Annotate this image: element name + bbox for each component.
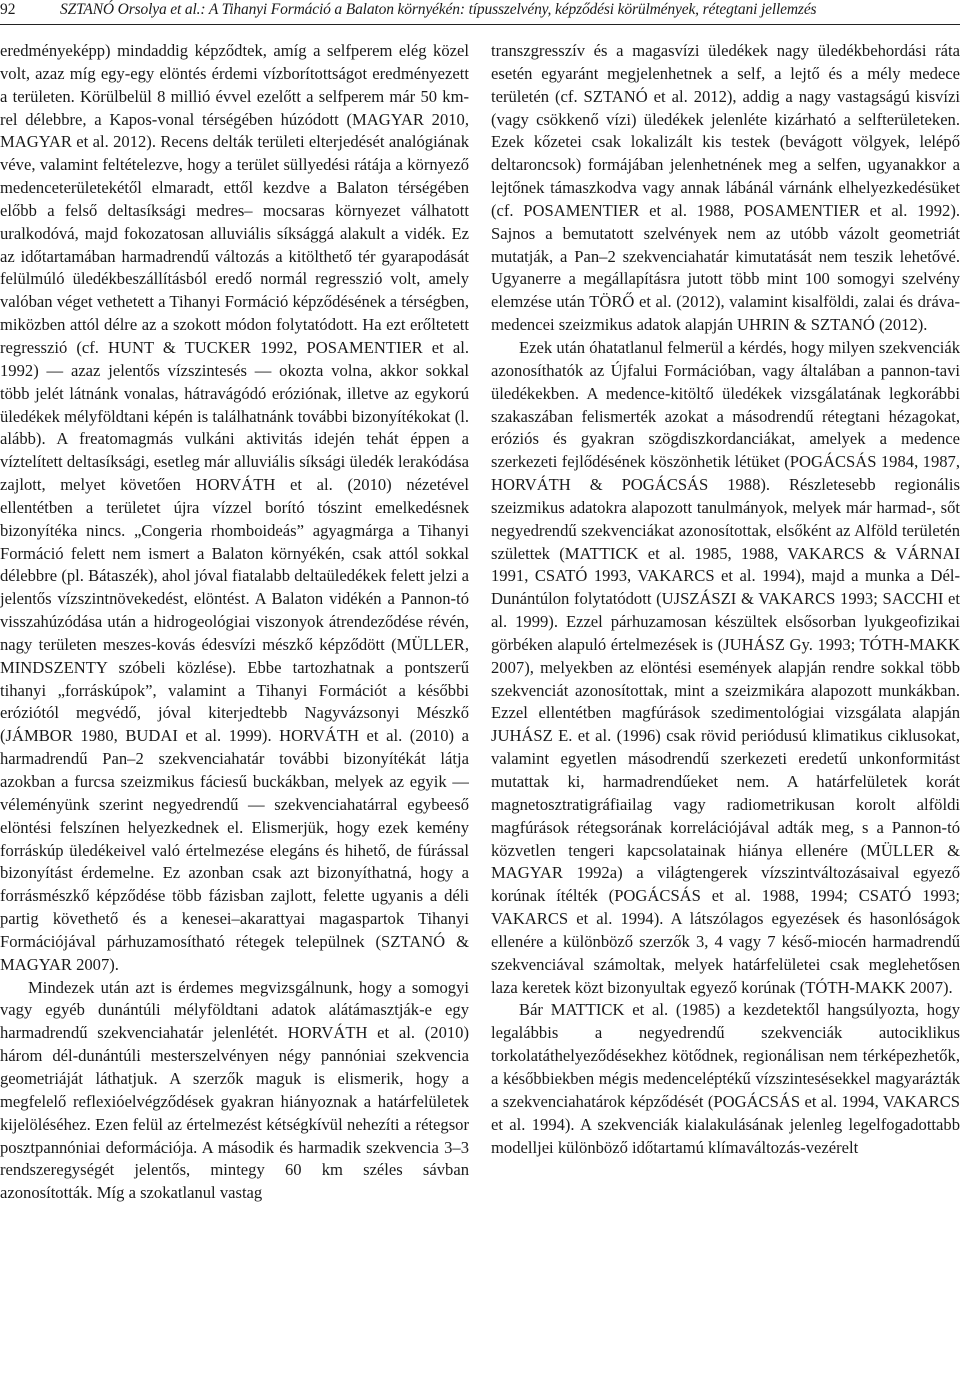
body-paragraph: transzgresszív és a magasvízi üledékek nagy üledékbehordási ráta esetén egyaránt megjelenhetnek a self, a lejtő és a mély medece területén (cf. SZTANÓ et al. 2012), addig a nagy vastagságú kisvízi (vagy csökkenő vízi) üledékek jelenléte kizárható a selfterületeken. Ezek kőzetei csak lokalizált kis testek (bevágott völgyek, lelépő deltaroncsok) formájában jelenhetnének meg a selfen, ugyanakkor a lejtőnek támaszkodva vagy annak lábánál várnánk elhelyezkedésüket (cf. POSAMENTIER et al. 1988, POSAMENTIER et al. 1992). Sajnos a bemutatott szelvények nem az utóbb vázolt geometriát mutatják, a Pan–2 szekvenciahatár kimutatását nem teszik lehetővé. Ugyanerre a megállapításra jutott több mint 100 somogyi szelvény elemzése után TÖRŐ et al. (2012), valamint kisalföldi, zalai és dráva-medencei szeizmikus adatok alapján UHRIN & SZTANÓ (2012). bbox=[491, 41, 960, 335]
body-paragraph: Bár MATTICK et al. (1985) a kezdetektől hangsúlyozta, hogy legalábbis a negyedrendű szekvenciák autociklikus torkolatáthelyeződésekhez kötődnek, regionálisan nem térképezhetők, a későbbiekben mégis medenceléptékű vízszintesésekkel magyarázták a szekvenciahatárok képződését (POGÁCSÁS et al. 1994, VAKARCS et al. 1994). A szekvenciák kialakulásának jelenleg legelfogadottabb modelljei különböző időtartamú klímaváltozás-vezérelt bbox=[491, 1000, 960, 1157]
left-column bbox=[0, 40, 469, 1395]
right-column bbox=[491, 40, 960, 1395]
running-head: SZTANÓ Orsolya et al.: A Tihanyi Formáció a Balaton környékén: típusszelvény, képződési körülmények, rétegtani jellemzés bbox=[60, 1, 817, 18]
body-paragraph: Ezek után óhatatlanul felmerül a kérdés, hogy milyen szekvenciák azonosíthatók az Újfalui Formációban, vagy általában a pannon-tavi üledékekben. A medence-kitöltő üledékek vizsgálatának legkorábbi szakaszában felismerték azokat a másodrendű rétegtani hézagokat, eróziós és gyakran szögdiszkordanciákat, amelyek a medence szerkezeti fejlődésének köszönhetik létüket (POGÁCSÁS 1984, 1987, HORVÁTH & POGÁCSÁS 1988). Részletesebb regionális szeizmikus adatokra alapozott tanulmányok, melyek már harmad-, sőt negyedrendű szekvenciákat azonosítottak, elsőként az Alföld területén születtek (MATTICK et al. 1985, 1988, VAKARCS & VÁRNAI 1991, CSATÓ 1993, VAKARCS et al. 1994), majd a munka a Dél-Dunántúlon folytatódott (UJSZÁSZI & VAKARCS 1993; SACCHI et al. 1999). Ezzel párhuzamosan készültek elsősorban lyukgeofizikai görbéken alapuló értelmezések is (JUHÁSZ Gy. 1993; TÓTH-MAKK 2007), melyekben az elöntési események alapján rendre sokkal több szekvenciát azonosítottak, mint a szeizmikára alapozott munkákban. Ezzel ellentétben magfúrások szedimentológiai vizsgálata alapján JUHÁSZ E. et al. (1996) csak rövid periódusú klimatikus ciklusokat, valamint egyetlen másodrendű szerkezeti eredetű unkonformitást mutattak ki, harmadrendűeket nem. A határfelületek korát magnetosztratigráfiailag vagy radiometrikusan korolt alföldi magfúrások rétegsorának korrelációjával adták meg, s a Pannon-tó közvetlen tengeri kapcsolatainak hiánya ellenére (MÜLLER & MAGYAR 1992a) a világtengerek vízszintváltozásaival egyező korúnak ítélték (POGÁCSÁS et al. 1988, 1994; CSATÓ 1993; VAKARCS et al. 1994). A látszólagos egyezések és hasonlóságok ellenére a különböző szerzők 3, 4 vagy 7 késő-miocén harmadrendű szekvenciával számoltak, melyek határfelületei csak meglehetősen laza keretek közt bizonyultak egyező korúnak (TÓTH-MAKK 2007). bbox=[491, 337, 960, 997]
page-header bbox=[0, 0, 960, 25]
body-paragraph: eredményeképp) mindaddig képződtek, amíg a selfperem elég közel volt, azaz míg egy-egy elöntés érdemi vízborítottságot eredményezett a területen. Körülbelül 8 millió évvel ezelőtt a selfperem már 50 km-rel délebbre, a Kapos-vonal térségében húzódott (MAGYAR 2010, MAGYAR et al. 2012). Recens delták területi elterjedését analógiának véve, valamint feltételezve, hogy a terület süllyedési rátája a környező medenceterületekétől elmaradt, ettől kezdve a Balaton térségében előbb a felső deltasíksági medres– mocsaras környezet válhatott uralkodóvá, majd fokozatosan alluviális síksággá alakult a vidék. Ez az időtartamában harmadrendű változás a kitölthető tér gyarapodását felülmúló üledékbeszállításból eredő normál regresszió volt, amely valóban véget vethetett a Tihanyi Formáció képződésének a térségben, miközben attól délre az a szokott módon folytatódott. Ha ezt erőltetett regresszió (cf. HUNT & TUCKER 1992, POSAMENTIER et al. 1992) — azaz jelentős vízszintesés — okozta volna, akkor sokkal több jelét látnánk vonalas, hátravágódó eróziónak, illetve az egykorú üledékek mélyföldtani képén is találhatnánk további bizonyítékokat (l. alább). A freatomagmás vulkáni aktivitás idején tehát éppen a víztelített deltasíksági, esetleg már alluviális síksági üledék lerakódása zajlott, melyet követően HORVÁTH et al. (2010) nézetével ellentétben a területet újra vízzel borító tószint emelkedésnek bizonyítéka nincs. „Congeria rhomboideás” agyagmárga a Tihanyi Formáció felett nem ismert a Balaton környékén, csak attól sokkal délebbre (pl. Bátaszék), ahol jóval fiatalabb deltaüledékek felett jelzi a jelentős vízszintnövekedést, elöntést. A Balaton vidékén a Pannon-tó visszahúzódása után a hidrogeológiai viszonyok átrendeződése révén, nagy területen meszes-kovás édesvízi mészkő képződött (MÜLLER, MINDSZENTY szóbeli közlése). Ebbe tartozhatnak a pontszerű tihanyi „forráskúpok”, valamint a Tihanyi Formációt a későbbi eróziótól megvédő, jóval kiterjedtebb Nagyvázsonyi Mészkő (JÁMBOR 1980, BUDAI et al. 1999). HORVÁTH et al. (2010) a harmadrendű Pan–2 szekvenciahatár további bizonyítékát látja azokban a furcsa szeizmikus fáciesű buckákban, melyek az egyik — véleményünk szerint negyedrendű — szekvenciahatárral egybeeső elöntési felszínen helyezkednek el. Elismerjük, hogy ezek kemény forráskúp üledékeivel való értelmezése elegáns és hihető, de fúrással bizonyítást érdemelne. Ez azonban csak azt bizonyíthatná, hogy a forrásmészkő képződése több fázisban zajlott, felette ugyanis a déli partig követhető és a kenesei–akarattyai magaspartok Tihanyi Formációjával párhuzamosítható rétegek települnek (SZTANÓ & MAGYAR 2007). bbox=[0, 41, 469, 974]
body-paragraph: Mindezek után azt is érdemes megvizsgálnunk, hogy a somogyi vagy egyéb dunántúli mélyföldtani adatok alátámasztják-e egy harmadrendű szekvenciahatár jelenlétét. HORVÁTH et al. (2010) három dél-dunántúli mesterszelvényen négy pannóniai szekvencia geometriáját láthatjuk. A szerzők maguk is elismerik, hogy a megfelelő reflexióelvégződések gyakran hiányoznak a határfelületek kijelöléséhez. Ezen felül az értelmezést kétségkívül nehezíti a rétegsor posztpannóniai deformációja. A második és harmadik szekvencia 3–3 rendszeregységét jelentős, mintegy 60 km széles sávban azonosították. Míg a szokatlanul vastag bbox=[0, 977, 469, 1203]
page-number: 92 bbox=[0, 1, 16, 18]
